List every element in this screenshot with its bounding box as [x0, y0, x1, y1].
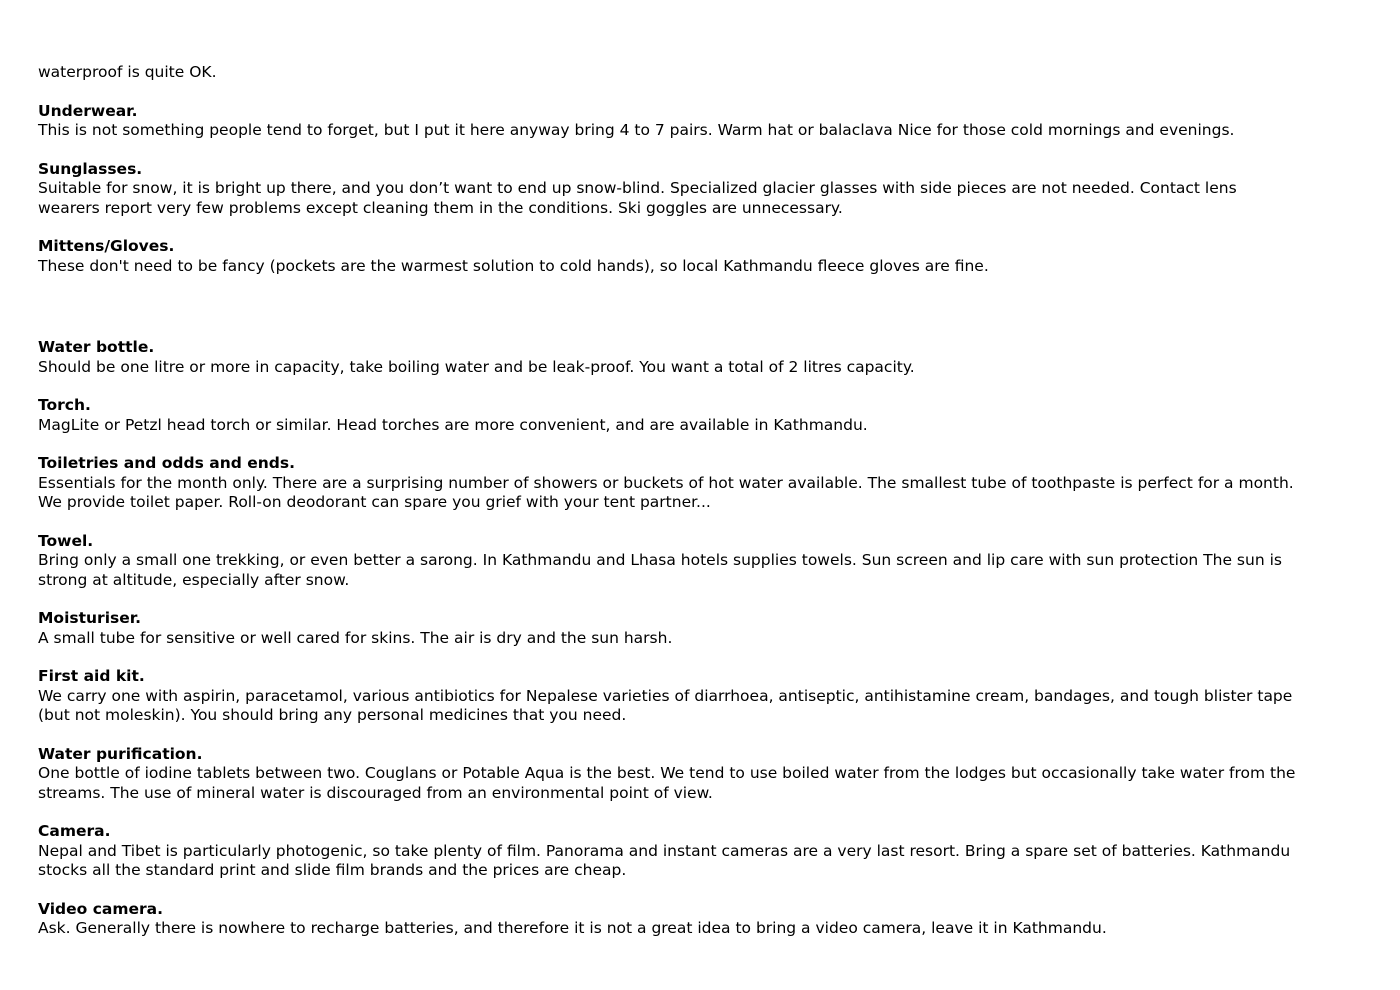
- section-text: Should be one litre or more in capacity, take boiling water and be leak-proof. You want a total of 2 litres capacity.: [38, 357, 915, 376]
- section-water-purification: [38, 745, 1298, 804]
- section-camera: [38, 822, 1298, 881]
- section-towel: [38, 532, 1298, 591]
- section-text: Essentials for the month only. There are a surprising number of showers or buckets of hot water available. The smallest tube of toothpaste is perfect for a month. We provide toilet paper. Roll-on deodorant can spare you grief with your tent partner...: [38, 473, 1294, 511]
- section-heading: Torch.: [38, 396, 91, 414]
- section-heading: Moisturiser.: [38, 609, 142, 627]
- section-text: Ask. Generally there is nowhere to recharge batteries, and therefore it is not a great idea to bring a video camera, leave it in Kathmandu.: [38, 919, 1107, 937]
- section-text: Suitable for snow, it is bright up there, and you don’t want to end up snow-blind. Specialized glacier glasses with side pieces are not needed. Contact lens wearers report very few problems except cleaning them in the conditions. Ski goggles are unnecessary.: [38, 179, 1237, 217]
- section-text: One bottle of iodine tablets between two. Couglans or Potable Aqua is the best. We tend to use boiled water from the lodges but occasionally take water from the streams. The use of mineral water is discouraged from an environmental point of view.: [38, 764, 1296, 802]
- section-heading: Camera.: [38, 822, 111, 840]
- section-first-aid-kit: [38, 667, 1298, 726]
- section-heading: Water bottle.: [38, 338, 155, 356]
- section-sunglasses: [38, 160, 1298, 219]
- intro-text: waterproof is quite OK.: [38, 63, 217, 81]
- section-heading: Mittens/Gloves.: [38, 237, 175, 255]
- section-toiletries: [38, 454, 1298, 513]
- section-text: MagLite or Petzl head torch or similar. Head torches are more convenient, and are available in Kathmandu.: [38, 415, 868, 434]
- section-heading: Water purification.: [38, 744, 203, 763]
- section-heading: Toiletries and odds and ends.: [38, 454, 295, 472]
- document-page: [38, 63, 1298, 958]
- section-heading: Towel.: [38, 531, 94, 550]
- section-torch: [38, 396, 1298, 435]
- section-heading: Video camera.: [38, 899, 163, 918]
- section-moisturiser: [38, 609, 1298, 648]
- section-heading: Sunglasses.: [38, 159, 143, 178]
- section-text: A small tube for sensitive or well cared for skins. The air is dry and the sun harsh.: [38, 628, 673, 647]
- section-video-camera: [38, 900, 1298, 939]
- section-text: These don't need to be fancy (pockets are the warmest solution to cold hands), so local Kathmandu fleece gloves are fine.: [38, 256, 989, 275]
- section-text: Nepal and Tibet is particularly photogenic, so take plenty of film. Panorama and instant cameras are a very last resort. Bring a spare set of batteries. Kathmandu stocks all the standard print and slide film brands and the prices are cheap.: [38, 841, 1291, 879]
- section-text: We carry one with aspirin, paracetamol, various antibiotics for Nepalese varieties of diarrhoea, antiseptic, antihistamine cream, bandages, and tough blister tape (but not moleskin). You should bring any personal medicines that you need.: [38, 686, 1293, 724]
- section-underwear: [38, 102, 1298, 141]
- section-text: Bring only a small one trekking, or even better a sarong. In Kathmandu and Lhasa hotels supplies towels. Sun screen and lip care with sun protection The sun is strong at altitude, especially after snow.: [38, 551, 1282, 589]
- section-heading: First aid kit.: [38, 667, 145, 685]
- section-text: This is not something people tend to forget, but I put it here anyway bring 4 to 7 pairs. Warm hat or balaclava Nice for those cold mornings and evenings.: [38, 121, 1235, 139]
- section-water-bottle: [38, 338, 1298, 377]
- section-heading: Underwear.: [38, 101, 138, 120]
- section-mittens-gloves: [38, 237, 1298, 276]
